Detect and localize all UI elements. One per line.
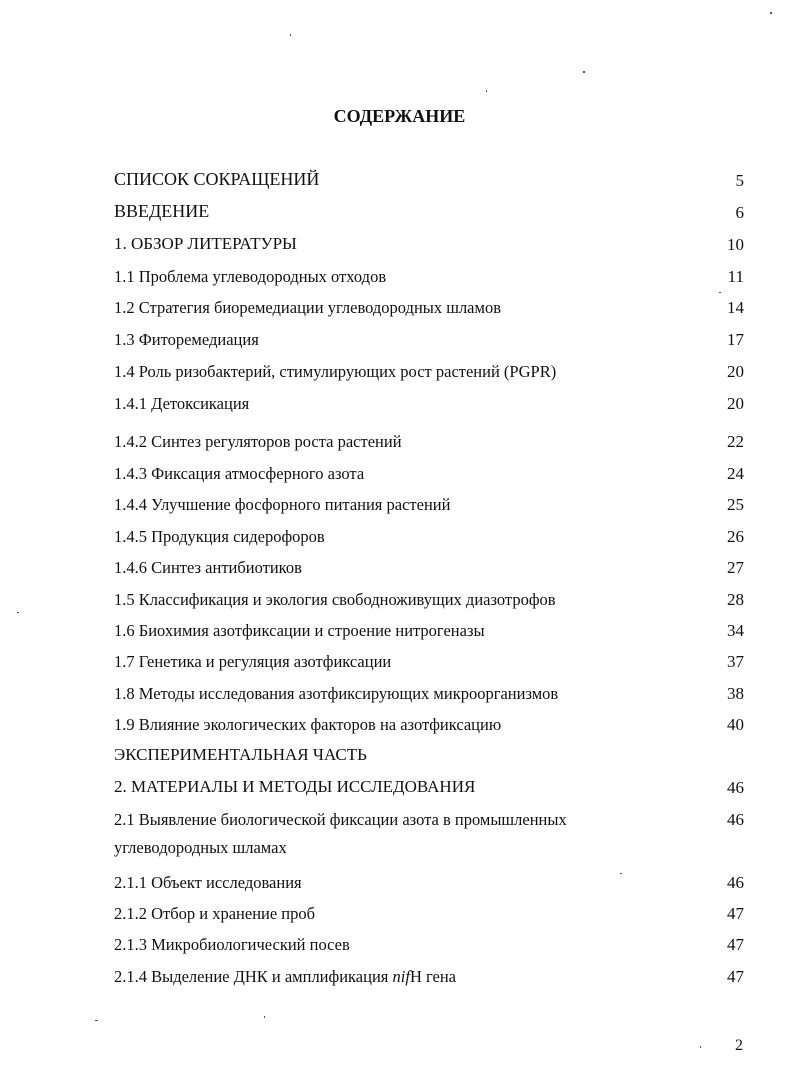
scan-speck [290,34,291,36]
toc-entry-label: 1.4.4 Улучшение фосфорного питания растений [114,495,451,514]
toc-entry-label: 2. МАТЕРИАЛЫ И МЕТОДЫ ИССЛЕДОВАНИЯ [114,777,476,796]
scan-speck [95,1020,98,1021]
toc-entry[interactable] [114,495,744,519]
toc-entry-page: 26 [727,527,744,546]
toc-entry[interactable] [114,464,744,488]
toc-entry[interactable] [114,778,744,802]
toc-entry[interactable] [114,904,744,928]
toc-entry-label: ЭКСПЕРИМЕНТАЛЬНАЯ ЧАСТЬ [114,745,367,764]
toc-entry[interactable] [114,590,744,614]
toc-entry-page: 11 [727,267,744,286]
toc-entry[interactable] [114,746,744,770]
toc-entry[interactable] [114,558,744,582]
scan-speck [486,90,487,92]
toc-entry-page: 27 [727,558,744,577]
toc-entry-page: 14 [727,298,744,317]
toc-entry-label: 1. ОБЗОР ЛИТЕРАТУРЫ [114,234,297,253]
toc-entry-page: 5 [735,171,744,190]
toc-entry-label: 1.4.2 Синтез регуляторов роста растений [114,432,402,451]
toc-entry-label [114,967,456,987]
toc-entry-label: 1.3 Фиторемедиация [114,330,259,349]
toc-entry-label: 1.8 Методы исследования азотфиксирующих микроорганизмов [114,684,559,703]
toc-entry-page: 20 [727,394,744,413]
toc-entry-label: 1.2 Стратегия биоремедиации углеводородных шламов [114,298,501,317]
page-title: СОДЕРЖАНИЕ [333,106,466,126]
toc-entry[interactable] [114,267,744,291]
toc-entry[interactable] [114,935,744,959]
toc-entry-page: 46 [727,873,744,892]
toc-entry-label: 1.9 Влияние экологических факторов на азотфиксацию [114,715,502,734]
toc-entry-page: 34 [727,621,744,640]
scan-speck [620,873,622,874]
toc-entry-label-line1: 2.1 Выявление биологической фиксации азота в промышленных [114,810,567,829]
toc-entry[interactable] [114,621,744,645]
toc-entry-label: 1.4.5 Продукция сидерофоров [114,527,325,546]
toc-entry[interactable] [114,203,744,227]
toc-entry-label-italic: nif [392,967,410,986]
toc-entry-label: ВВЕДЕНИЕ [114,201,210,221]
scan-speck [583,71,585,73]
scan-speck [17,612,19,613]
toc-entry[interactable] [114,715,744,739]
toc-entry-label: 1.1 Проблема углеводородных отходов [114,267,387,286]
toc-entry-label: 1.7 Генетика и регуляция азотфиксации [114,652,392,671]
toc-entry-page: 46 [727,810,744,829]
scan-speck [770,12,772,14]
toc-entry-label: 1.4.6 Синтез антибиотиков [114,558,302,577]
toc-entry-label: 2.1.1 Объект исследования [114,873,302,892]
toc-entry-label-line2: углеводородных шламах [114,838,287,857]
toc-entry-label: 1.4.3 Фиксация атмосферного азота [114,464,365,483]
toc-entry-page: 47 [727,935,744,954]
toc-entry-label: 1.4.1 Детоксикация [114,394,250,413]
toc-entry[interactable] [114,873,744,897]
toc-entry-label-post: Н гена [409,967,457,986]
toc-entry[interactable] [114,967,744,991]
toc-entry-label: 1.6 Биохимия азотфиксации и строение нитрогеназы [114,621,485,640]
toc-entry[interactable] [114,171,744,195]
toc-entry-label: 2.1.2 Отбор и хранение проб [114,904,316,923]
toc-entry-page: 47 [727,904,744,923]
toc-entry-page: 38 [727,684,744,703]
toc-entry-label: СПИСОК СОКРАЩЕНИЙ [114,169,320,189]
toc-entry-page: 22 [727,432,744,451]
scan-speck [700,1046,701,1048]
toc-entry-page: 24 [727,464,744,483]
toc-entry-page: 6 [735,203,744,222]
toc-entry-page: 28 [727,590,744,609]
toc-entry-label [114,810,567,858]
toc-entry[interactable] [114,394,744,418]
toc-entry-page: 37 [727,652,744,671]
page-number: 2 [735,1037,743,1054]
scan-speck [719,292,721,293]
toc-entry[interactable] [114,810,744,866]
toc-entry-page: 20 [727,362,744,381]
toc-entry-page: 40 [727,715,744,734]
toc-entry[interactable] [114,432,744,456]
scan-speck [264,1016,265,1018]
toc-entry[interactable] [114,298,744,322]
toc-entry-page: 46 [727,778,744,797]
toc-entry[interactable] [114,362,744,386]
toc-entry-label: 2.1.3 Микробиологический посев [114,935,350,954]
toc-entry[interactable] [114,330,744,354]
toc-entry[interactable] [114,527,744,551]
toc-entry[interactable] [114,684,744,708]
toc-entry-page: 10 [727,235,744,254]
toc-entry-label-pre: 2.1.4 Выделение ДНК и амплификация [114,967,393,986]
toc-entry-label: 1.4 Роль ризобактерий, стимулирующих рост растений (PGPR) [114,362,557,381]
toc-entry[interactable] [114,235,744,259]
toc-entry-label: 1.5 Классификация и экология свободноживущих диазотрофов [114,590,556,609]
toc-entry-page: 25 [727,495,744,514]
toc-entry[interactable] [114,652,744,676]
toc-entry-page: 47 [727,967,744,986]
toc-entry-page: 17 [727,330,744,349]
